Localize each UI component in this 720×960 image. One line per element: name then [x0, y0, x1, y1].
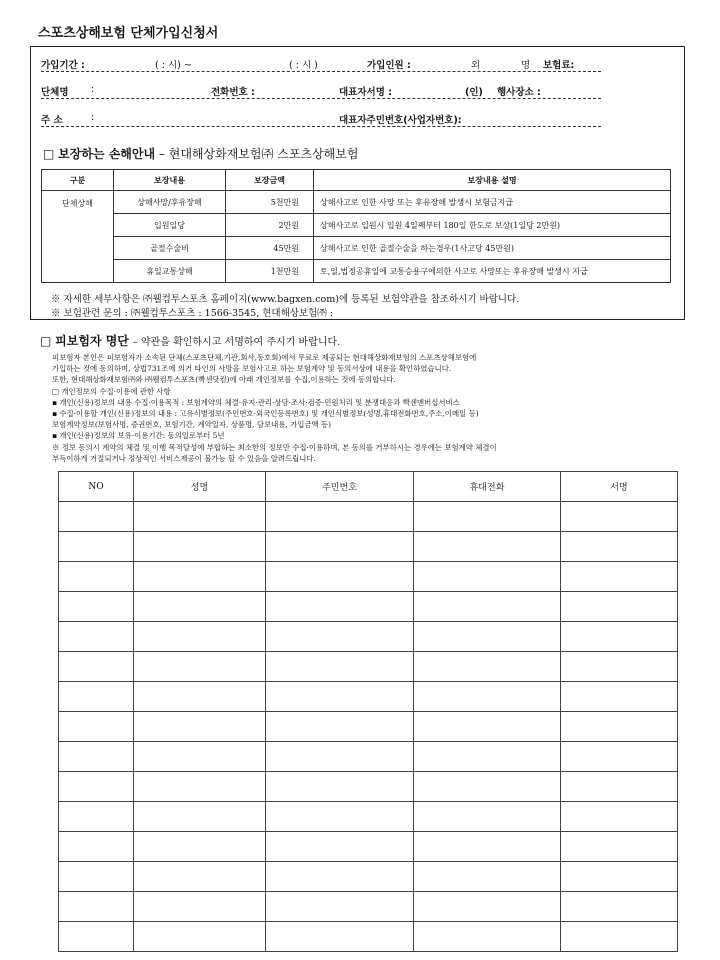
address-row — [41, 108, 601, 127]
address-label: 주 소 — [41, 115, 63, 126]
insured-heading-subtitle: – 약관을 확인하시고 서명하여 주시기 바랍니다. — [132, 337, 341, 348]
consent-line: □ 개인정보의 수집·이용에 관한 사항 — [52, 386, 171, 396]
roster-row — [59, 652, 678, 682]
enroll-people-unit: 명 — [521, 60, 531, 71]
premium-label: 보험료: — [543, 60, 575, 71]
roster-signature-cell[interactable] — [561, 562, 678, 592]
roster-row — [59, 892, 678, 922]
coverage-header-item: 보장내용 — [114, 170, 226, 191]
roster-name-cell[interactable] — [134, 802, 266, 832]
roster-signature-cell[interactable] — [561, 922, 678, 952]
roster-mobile-cell[interactable] — [414, 712, 561, 742]
roster-id-number-cell[interactable] — [266, 502, 414, 532]
roster-table — [58, 471, 678, 952]
roster-no-cell[interactable] — [59, 502, 134, 532]
roster-name-cell[interactable] — [134, 622, 266, 652]
insured-heading-box: □ — [40, 334, 52, 348]
group-name-label: 단체명 — [41, 87, 69, 98]
roster-mobile-cell[interactable] — [414, 802, 561, 832]
roster-header-signature: 서명 — [561, 472, 678, 502]
roster-row — [59, 922, 678, 952]
roster-name-cell[interactable] — [134, 712, 266, 742]
roster-no-cell[interactable] — [59, 862, 134, 892]
roster-name-cell[interactable] — [134, 592, 266, 622]
roster-no-cell[interactable] — [59, 772, 134, 802]
coverage-row — [42, 237, 671, 260]
roster-signature-cell[interactable] — [561, 862, 678, 892]
roster-no-cell[interactable] — [59, 832, 134, 862]
roster-name-cell[interactable] — [134, 742, 266, 772]
period-start-field[interactable]: ( : 시) ~ — [155, 60, 192, 71]
insured-list-heading — [40, 332, 340, 349]
roster-header-name: 성명 — [134, 472, 266, 502]
roster-signature-cell[interactable] — [561, 772, 678, 802]
venue-label: 행사장소 : — [497, 87, 541, 98]
roster-row — [59, 712, 678, 742]
coverage-heading-title: 보장하는 손해안내 — [58, 147, 156, 161]
terms-note: ※ 자세한 세부사항은 ㈜웰컴투스포츠 홈페이지(www.bagxen.com)에 등록된 보험약관을 참조하시기 바랍니다. — [51, 294, 520, 305]
consent-line: 피보험자 본인은 피보험자가 소속된 단체(스포츠단체,기관,회사,동호회)에서 무료로 제공되는 현대해상화재보험의 스포츠상해보험에 — [52, 353, 477, 362]
roster-id-number-cell[interactable] — [266, 682, 414, 712]
roster-mobile-cell[interactable] — [414, 862, 561, 892]
coverage-item: 상해사망/후유장해 — [114, 191, 226, 214]
consent-line: 부득이하게 거절되거나 정상적인 서비스제공이 불가능 할 수 있음을 알려드립니다. — [52, 453, 316, 463]
roster-row — [59, 772, 678, 802]
roster-signature-cell[interactable] — [561, 682, 678, 712]
coverage-amount: 1천만원 — [226, 260, 314, 283]
roster-signature-cell[interactable] — [561, 832, 678, 862]
roster-id-number-cell[interactable] — [266, 562, 414, 592]
coverage-item: 휴일교통상해 — [114, 260, 226, 283]
roster-name-cell[interactable] — [134, 862, 266, 892]
period-label: 가입기간 : — [41, 60, 85, 71]
rep-id-label: 대표자주민번호(사업자번호): — [339, 115, 462, 126]
coverage-heading-subtitle: – 현대해상화재보험㈜ 스포츠상해보험 — [158, 147, 359, 161]
coverage-heading-box: □ — [43, 147, 55, 161]
group-name-colon: : — [91, 84, 95, 95]
roster-header-row — [59, 472, 678, 502]
coverage-header-description: 보장내용 설명 — [314, 170, 671, 191]
consent-text — [52, 352, 692, 464]
roster-id-number-cell[interactable] — [266, 712, 414, 742]
coverage-row — [42, 191, 671, 214]
address-colon: : — [91, 112, 95, 123]
insured-heading-title: 피보험자 명단 — [55, 334, 129, 348]
roster-id-number-cell[interactable] — [266, 592, 414, 622]
roster-signature-cell[interactable] — [561, 712, 678, 742]
roster-no-cell[interactable] — [59, 532, 134, 562]
roster-mobile-cell[interactable] — [414, 622, 561, 652]
roster-mobile-cell[interactable] — [414, 772, 561, 802]
roster-no-cell[interactable] — [59, 592, 134, 622]
coverage-table — [41, 169, 671, 283]
roster-row — [59, 802, 678, 832]
coverage-header-amount: 보장금액 — [226, 170, 314, 191]
roster-body — [59, 502, 678, 952]
roster-id-number-cell[interactable] — [266, 892, 414, 922]
coverage-header-category: 구분 — [42, 170, 114, 191]
coverage-heading — [43, 145, 358, 162]
roster-mobile-cell[interactable] — [414, 682, 561, 712]
roster-name-cell[interactable] — [134, 562, 266, 592]
coverage-amount: 5천만원 — [226, 191, 314, 214]
roster-mobile-cell[interactable] — [414, 652, 561, 682]
roster-name-cell[interactable] — [134, 532, 266, 562]
roster-mobile-cell[interactable] — [414, 532, 561, 562]
roster-name-cell[interactable] — [134, 652, 266, 682]
roster-header-id-number: 주민번호 — [266, 472, 414, 502]
roster-signature-cell[interactable] — [561, 802, 678, 832]
roster-name-cell[interactable] — [134, 922, 266, 952]
roster-row — [59, 502, 678, 532]
consent-line: ▪ 개인(신용)정보의 보유·이용기간: 동의일로부터 5년 — [52, 431, 225, 441]
roster-name-cell[interactable] — [134, 772, 266, 802]
roster-no-cell[interactable] — [59, 892, 134, 922]
consent-line: 보험계약정보(보험사명, 증권번호, 보험기간, 계약일자, 상품명, 담보내용, 가입금액 등) — [52, 420, 332, 430]
roster-name-cell[interactable] — [134, 502, 266, 532]
roster-mobile-cell[interactable] — [414, 562, 561, 592]
application-info-box — [30, 46, 685, 320]
enroll-outside-label: 외 — [471, 60, 481, 71]
roster-row — [59, 682, 678, 712]
roster-signature-cell[interactable] — [561, 742, 678, 772]
roster-signature-cell[interactable] — [561, 652, 678, 682]
roster-name-cell[interactable] — [134, 892, 266, 922]
roster-id-number-cell[interactable] — [266, 772, 414, 802]
coverage-category: 단체상해 — [42, 191, 114, 283]
roster-signature-cell[interactable] — [561, 892, 678, 922]
coverage-description: 상해사고로 입원시 입원 4일째부터 180일 한도로 보상(1일당 2만원) — [314, 214, 671, 237]
roster-mobile-cell[interactable] — [414, 742, 561, 772]
roster-id-number-cell[interactable] — [266, 802, 414, 832]
roster-no-cell[interactable] — [59, 802, 134, 832]
roster-row — [59, 832, 678, 862]
consent-line: 또한, 현대해상화재보험㈜와 ㈜웰컴투스포츠(빡센닷컴)에 아래 개인정보를 수집,이용하는 것에 동의합니다. — [52, 375, 396, 385]
roster-no-cell[interactable] — [59, 682, 134, 712]
roster-mobile-cell[interactable] — [414, 922, 561, 952]
coverage-item: 입원일당 — [114, 214, 226, 237]
roster-mobile-cell[interactable] — [414, 832, 561, 862]
coverage-amount: 2만원 — [226, 214, 314, 237]
coverage-amount: 45만원 — [226, 237, 314, 260]
roster-header-mobile: 휴대전화 — [414, 472, 561, 502]
roster-id-number-cell[interactable] — [266, 862, 414, 892]
roster-signature-cell[interactable] — [561, 532, 678, 562]
roster-id-number-cell[interactable] — [266, 532, 414, 562]
roster-row — [59, 862, 678, 892]
document-title: 스포츠상해보험 단체가입신청서 — [38, 26, 219, 41]
rep-sign-label: 대표자서명 : — [339, 87, 392, 98]
roster-id-number-cell[interactable] — [266, 622, 414, 652]
roster-header-no: NO — [59, 472, 134, 502]
roster-row — [59, 532, 678, 562]
consent-line: ▪ 수집·이용할 개인(신용)정보의 내용 : 고유식별정보(주민번호·외국인등록번호) 및 개인식별정보(성명,휴대전화번호,주소,이메일 등) — [52, 409, 479, 419]
roster-signature-cell[interactable] — [561, 502, 678, 532]
roster-mobile-cell[interactable] — [414, 592, 561, 622]
roster-mobile-cell[interactable] — [414, 892, 561, 922]
roster-row — [59, 622, 678, 652]
roster-signature-cell[interactable] — [561, 592, 678, 622]
roster-no-cell[interactable] — [59, 622, 134, 652]
roster-no-cell[interactable] — [59, 652, 134, 682]
roster-no-cell[interactable] — [59, 562, 134, 592]
group-row — [41, 80, 601, 99]
roster-id-number-cell[interactable] — [266, 652, 414, 682]
seal-mark: (인) — [465, 87, 483, 98]
roster-row — [59, 562, 678, 592]
period-end-field[interactable]: ( : 시 ) — [289, 60, 318, 71]
contact-note: ※ 보험관련 문의 : ㈜웰컴투스포츠 : 1566-3545, 현대해상보험㈜ : — [51, 308, 334, 319]
coverage-description: 상해사고로 인한 사망 또는 후유장해 발생시 보험금지급 — [314, 191, 671, 214]
period-row — [41, 53, 601, 72]
roster-id-number-cell[interactable] — [266, 832, 414, 862]
roster-name-cell[interactable] — [134, 832, 266, 862]
consent-line: 가입하는 것에 동의하며, 상법731조에 의거 타인의 사망을 보험사고로 하는 보험계약 및 동의서상에 내용을 확인하였습니다. — [52, 364, 452, 374]
coverage-row — [42, 214, 671, 237]
roster-no-cell[interactable] — [59, 922, 134, 952]
consent-line: ▪ 개인(신용)정보의 내용 수집·이용목적 : 보험계약의 체결·유지·관리·상담·조사·검증·민원처리 및 분쟁대응과 빡센맨버십서비스 — [52, 397, 460, 407]
roster-id-number-cell[interactable] — [266, 742, 414, 772]
phone-label: 전화번호 : — [211, 87, 255, 98]
roster-row — [59, 592, 678, 622]
roster-mobile-cell[interactable] — [414, 502, 561, 532]
roster-signature-cell[interactable] — [561, 622, 678, 652]
roster-id-number-cell[interactable] — [266, 922, 414, 952]
roster-no-cell[interactable] — [59, 712, 134, 742]
enroll-count-label: 가입인원 : — [367, 60, 411, 71]
coverage-item: 골절수술비 — [114, 237, 226, 260]
consent-line: ※ 정보 동의시 계약의 체결 및 이행 목적달성에 부합하는 최소한의 정보만 수집·이용하며, 본 동의를 거부하시는 경우에는 보험계약 체결이 — [52, 442, 497, 452]
coverage-header-row — [42, 170, 671, 191]
roster-no-cell[interactable] — [59, 742, 134, 772]
coverage-description: 상해사고로 인한 골절수술을 하는경우(1사고당 45만원) — [314, 237, 671, 260]
coverage-description: 토,일,법정공휴일에 교통승용구에의한 사고로 사망또는 후유장해 발생시 지급 — [314, 260, 671, 283]
coverage-row — [42, 260, 671, 283]
roster-name-cell[interactable] — [134, 682, 266, 712]
roster-row — [59, 742, 678, 772]
